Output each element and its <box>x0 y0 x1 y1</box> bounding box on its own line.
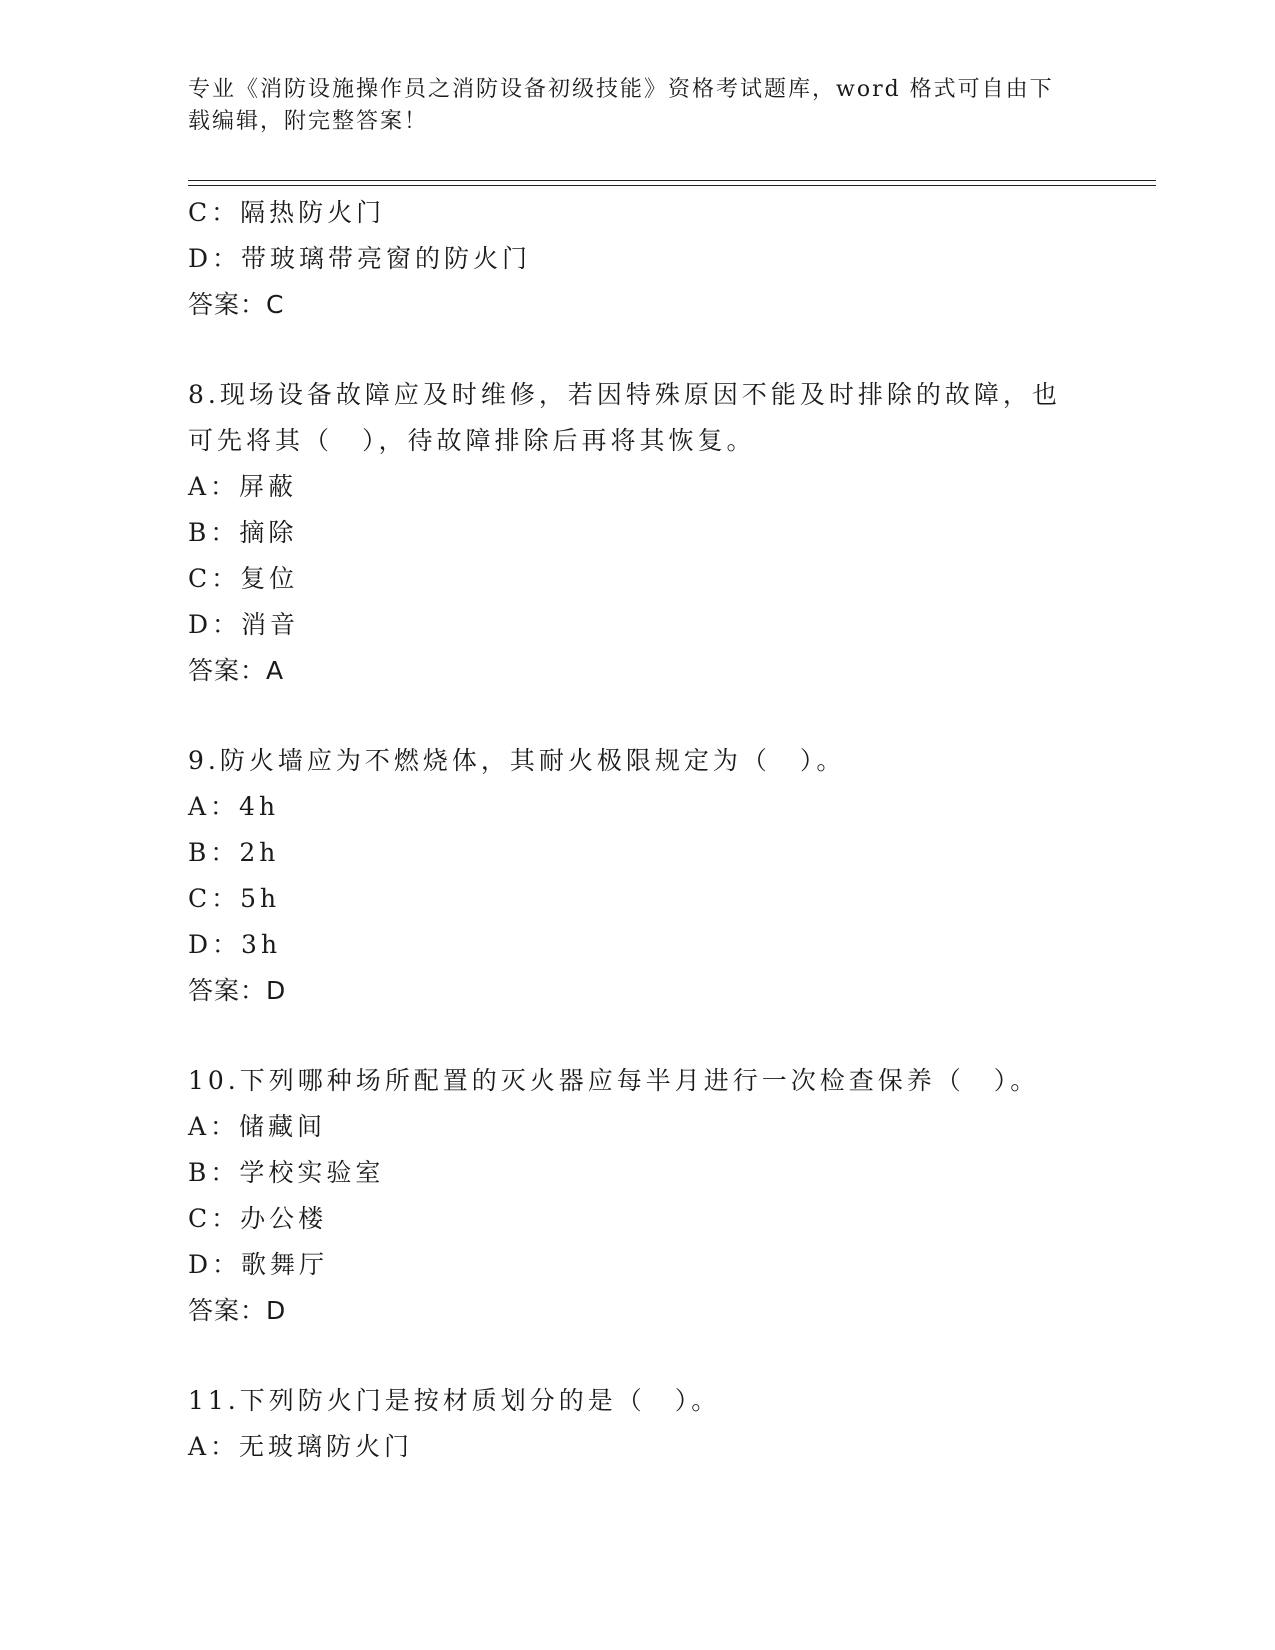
answer-line: 答案：A <box>188 656 285 685</box>
question-content <box>188 190 1088 1470</box>
option-d: D：消音 <box>188 610 300 639</box>
question-stem-line-1: 11.下列防火门是按材质划分的是（ ）。 <box>188 1386 721 1415</box>
document-header <box>188 74 1068 138</box>
question-stem-line-1: 10.下列哪种场所配置的灭火器应每半月进行一次检查保养（ ）。 <box>188 1066 1040 1095</box>
question-stem-line-2: 可先将其（ ），待故障排除后再将其恢复。 <box>188 426 756 455</box>
question-continued <box>188 190 1088 328</box>
option-a: A：储藏间 <box>188 1112 327 1141</box>
question-11 <box>188 1378 1088 1470</box>
header-divider-top <box>188 180 1156 181</box>
question-10 <box>188 1058 1088 1334</box>
header-line-2: 载编辑，附完整答案！ <box>188 109 429 134</box>
option-a: A：屏蔽 <box>188 472 298 501</box>
option-b: B：摘除 <box>188 518 298 547</box>
header-divider-bottom <box>188 185 1156 186</box>
option-c: C：复位 <box>188 564 299 593</box>
answer-line: 答案：D <box>188 1296 287 1325</box>
option-b: B：学校实验室 <box>188 1158 385 1187</box>
header-line-1: 专业《消防设施操作员之消防设备初级技能》资格考试题库，word 格式可自由下 <box>188 77 1054 102</box>
answer-line: 答案：C <box>188 290 285 319</box>
option-d: D：歌舞厅 <box>188 1250 329 1279</box>
option-d: D：带玻璃带亮窗的防火门 <box>188 244 532 273</box>
answer-line: 答案：D <box>188 976 287 1005</box>
option-c: C：办公楼 <box>188 1204 328 1233</box>
question-8 <box>188 372 1088 694</box>
option-b: B：2h <box>188 838 280 867</box>
question-9 <box>188 738 1088 1014</box>
option-c: C：隔热防火门 <box>188 198 386 227</box>
question-stem-line-1: 8.现场设备故障应及时维修，若因特殊原因不能及时排除的故障，也 <box>188 380 1061 409</box>
option-c: C：5h <box>188 884 281 913</box>
option-d: D：3h <box>188 930 282 959</box>
question-stem-line-1: 9.防火墙应为不燃烧体，其耐火极限规定为（ ）。 <box>188 746 846 775</box>
option-a: A：4h <box>188 792 280 821</box>
option-a: A：无玻璃防火门 <box>188 1432 414 1461</box>
